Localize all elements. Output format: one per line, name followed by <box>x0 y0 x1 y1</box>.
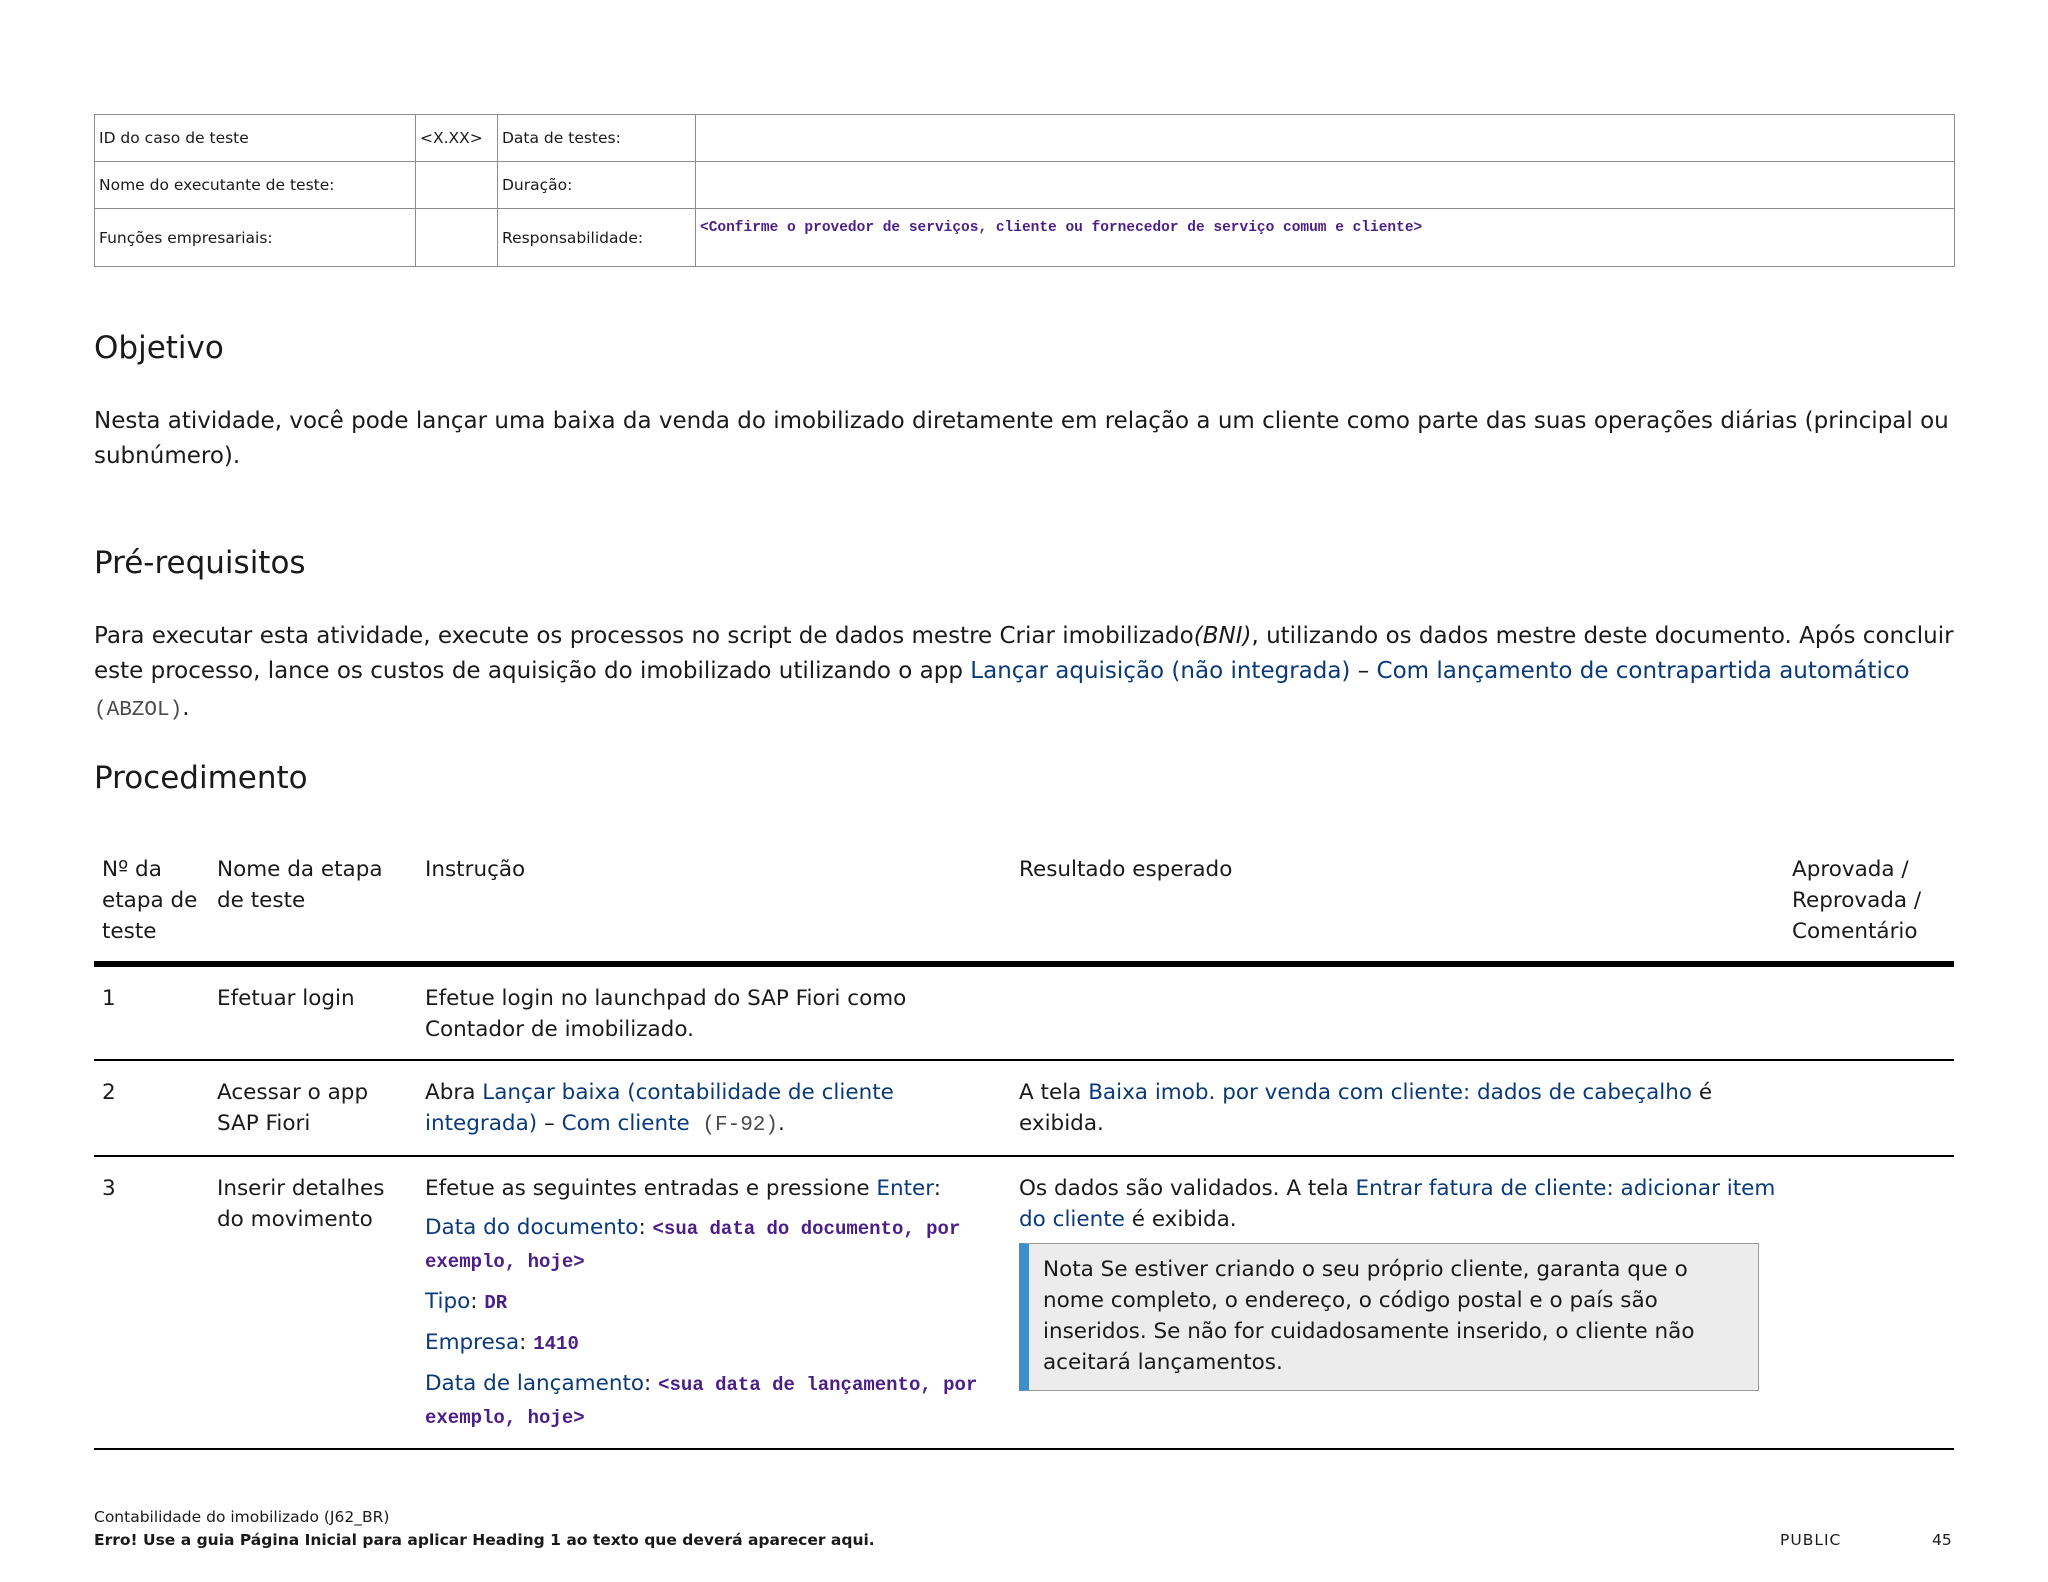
prereq-dash: – <box>1350 658 1377 684</box>
step3-expected-prefix: Os dados são validados. A tela <box>1019 1176 1356 1201</box>
value-test-case-id: <X.XX> <box>416 115 498 162</box>
step2-name: Acessar o app SAP Fiori <box>209 1060 417 1156</box>
prereq-text-part1: Para executar esta atividade, execute os processos no script de dados mestre Criar imobilizado <box>94 623 1194 649</box>
label-duration: Duração: <box>498 162 696 209</box>
step3-field-posting-date: Data de lançamento: <sua data de lançamento, por exemplo, hoje> <box>425 1371 978 1429</box>
step3-field-document-date: Data do documento: <sua data do documento, por exemplo, hoje> <box>425 1215 961 1273</box>
prerequisitos-text <box>94 619 1954 728</box>
step1-expected <box>1011 964 1784 1060</box>
prereq-text-part2: , utilizando os dados mestre deste documento. Após concluir este processo, lance os custos de aquisição do imobilizado utilizando o app <box>94 623 1954 684</box>
prereq-link-post-acquisition: Lançar aquisição (não integrada) <box>970 658 1351 684</box>
label-test-date: Data de testes: <box>498 115 696 162</box>
test-case-header-table <box>94 114 1955 267</box>
step2-expected-suffix: é exibida. <box>1019 1080 1713 1136</box>
col-header-step-name: Nome da etapa de teste <box>209 842 417 964</box>
col-header-status: Aprovada / Reprovada / Comentário <box>1784 842 1954 964</box>
procedure-header-row <box>94 842 1954 964</box>
col-header-step-number: Nº da etapa de teste <box>94 842 209 964</box>
procedure-table <box>94 842 1954 1450</box>
prereq-link-auto-offsetting: Com lançamento de contrapartida automático <box>1376 658 1910 684</box>
label-test-case-id: ID do caso de teste <box>95 115 416 162</box>
field-label-type: Tipo <box>425 1289 471 1314</box>
value-responsibility: <Confirme o provedor de serviços, cliente ou fornecedor de serviço comum e cliente> <box>696 209 1955 267</box>
table-row <box>94 964 1954 1060</box>
note-box: Nota Se estiver criando o seu próprio cliente, garanta que o nome completo, o endereço, o código postal e o país são inseridos. Se não for cuidadosamente inserido, o cliente não aceitará lançamentos. <box>1019 1243 1759 1391</box>
document-page <box>94 0 1954 1582</box>
step2-app-code: (F-92) <box>689 1114 779 1137</box>
step2-expected-prefix: A tela <box>1019 1080 1089 1105</box>
field-value-company: 1410 <box>533 1333 579 1355</box>
footer-page-number: 45 <box>1932 1531 1952 1549</box>
step2-instruction <box>417 1060 1011 1156</box>
table-row <box>94 1156 1954 1449</box>
step3-number: 3 <box>94 1156 209 1449</box>
footer-error-text: Erro! Use a guia Página Inicial para aplicar Heading 1 ao texto que deverá aparecer aqui. <box>94 1531 875 1549</box>
heading-procedimento: Procedimento <box>94 760 308 796</box>
value-test-date <box>696 115 1955 162</box>
step3-name: Inserir detalhes do movimento <box>209 1156 417 1449</box>
field-label-posting-date: Data de lançamento <box>425 1371 645 1396</box>
value-business-roles <box>416 209 498 267</box>
prereq-period: . <box>182 695 190 721</box>
header-row-tester-name <box>95 162 1955 209</box>
step2-link-post-retirement: Lançar baixa (contabilidade de cliente integrada) <box>425 1080 894 1136</box>
step3-field-company: Empresa: 1410 <box>425 1330 579 1355</box>
footer-classification: PUBLIC <box>1780 1531 1842 1549</box>
step2-status <box>1784 1060 1954 1156</box>
label-tester-name: Nome do executante de teste: <box>95 162 416 209</box>
footer-document-title: Contabilidade do imobilizado (J62_BR) <box>94 1508 390 1526</box>
step3-expected <box>1011 1156 1784 1449</box>
step1-number: 1 <box>94 964 209 1060</box>
step3-expected-suffix: é exibida. <box>1124 1207 1237 1232</box>
step1-status <box>1784 964 1954 1060</box>
step2-expected <box>1011 1060 1784 1156</box>
col-header-expected-result: Resultado esperado <box>1011 842 1784 964</box>
step2-instr-period: . <box>778 1111 785 1136</box>
field-label-company: Empresa <box>425 1330 520 1355</box>
step3-instr-intro <box>425 1173 1003 1204</box>
prereq-app-code: (ABZOL) <box>94 699 183 722</box>
field-value-document-date: <sua data do documento, por exemplo, hoje> <box>425 1218 961 1273</box>
col-header-instruction: Instrução <box>417 842 1011 964</box>
step1-instruction: Efetue login no launchpad do SAP Fiori como Contador de imobilizado. <box>417 964 1011 1060</box>
field-value-posting-date: <sua data de lançamento, por exemplo, hoje> <box>425 1374 978 1429</box>
step3-intro-text: Efetue as seguintes entradas e pressione <box>425 1176 877 1201</box>
step2-instr-dash: – <box>537 1111 562 1136</box>
value-tester-name <box>416 162 498 209</box>
step3-status <box>1784 1156 1954 1449</box>
label-business-roles: Funções empresariais: <box>95 209 416 267</box>
header-row-test-case-id <box>95 115 1955 162</box>
step2-number: 2 <box>94 1060 209 1156</box>
objetivo-text: Nesta atividade, você pode lançar uma baixa da venda do imobilizado diretamente em relação a um cliente como parte das suas operações diárias (principal ou subnúmero). <box>94 408 1949 469</box>
value-duration <box>696 162 1955 209</box>
table-row <box>94 1060 1954 1156</box>
field-value-type: DR <box>484 1292 508 1314</box>
heading-objetivo: Objetivo <box>94 330 224 366</box>
step3-instruction <box>417 1156 1011 1449</box>
label-responsibility: Responsabilidade: <box>498 209 696 267</box>
prereq-text-italic: (BNI) <box>1193 623 1252 649</box>
step3-field-type: Tipo: DR <box>425 1289 508 1314</box>
step3-enter-key: Enter <box>876 1176 934 1201</box>
heading-prerequisitos: Pré-requisitos <box>94 545 306 581</box>
step3-expected-screen-name: Entrar fatura de cliente: adicionar item do cliente <box>1019 1176 1776 1232</box>
step2-link-with-customer: Com cliente <box>561 1111 690 1136</box>
step3-expected-text <box>1019 1173 1776 1235</box>
step1-name: Efetuar login <box>209 964 417 1060</box>
step3-intro-colon: : <box>933 1176 941 1201</box>
step2-expected-screen-name: Baixa imob. por venda com cliente: dados de cabeçalho <box>1088 1080 1693 1105</box>
step2-instr-prefix: Abra <box>425 1080 483 1105</box>
field-label-document-date: Data do documento <box>425 1215 639 1240</box>
header-row-business-roles <box>95 209 1955 267</box>
